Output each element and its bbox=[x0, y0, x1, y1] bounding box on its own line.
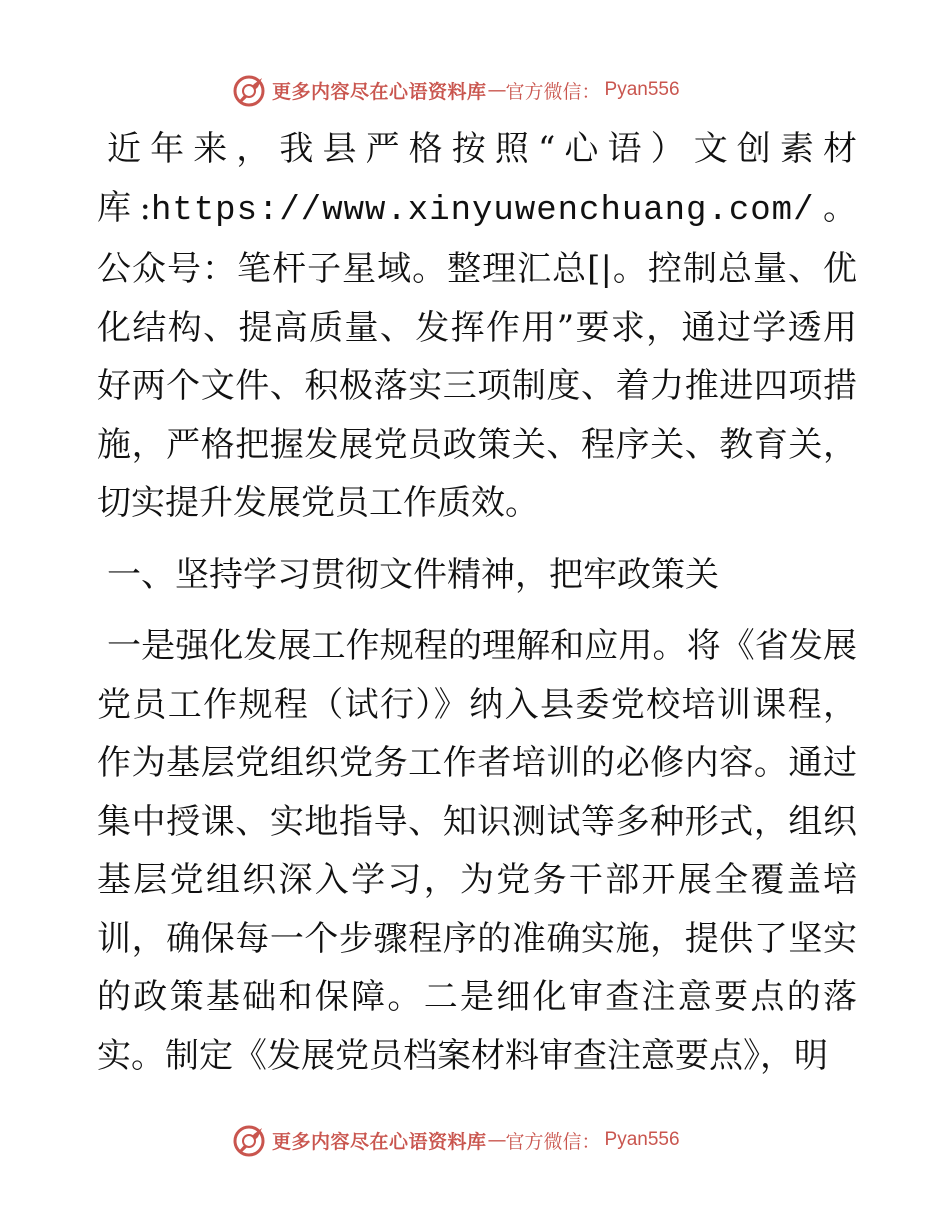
section-heading: 一、坚持学习贯彻文件精神，把牢政策关 bbox=[107, 554, 719, 595]
header-banner bbox=[232, 70, 680, 110]
footer-separator: — bbox=[487, 1129, 505, 1151]
header-account: Pyan556 bbox=[604, 79, 680, 100]
footer-wechat-label: 官方微信： bbox=[505, 1130, 601, 1153]
footer-banner bbox=[232, 1120, 680, 1160]
source-url: https://www.xinyuwenchuang.com/ bbox=[150, 191, 815, 230]
intro-text-rest: 。公众号：笔杆子星域。整理汇总[|。控制总量、优化结构、提高质量、发挥作用”要求，通过学透用好两个文件、积极落实三项制度、着力推进四项措施，严格把握发展党员政策关、程序关、教育关，切实提升发展党员工作质效。 bbox=[97, 187, 857, 523]
document-body bbox=[97, 120, 857, 1085]
quill-logo-icon bbox=[232, 72, 268, 108]
intro-text-start: 近年来，我县严格按照“心语）文创素材库: bbox=[97, 129, 857, 228]
header-wechat-label: 官方微信： bbox=[505, 80, 601, 103]
paragraph-section-1: 一是强化发展工作规程的理解和应用。将《省发展党员工作规程（试行）》纳入县委党校培训课程，作为基层党组织党务工作者培训的必修内容。通过集中授课、实地指导、知识测试等多种形式，组织基层党组织深入学习，为党务干部开展全覆盖培训，确保每一个步骤程序的准确实施，提供了坚实的政策基础和保障。二是细化审查注意要点的落实。制定《发展党员档案材料审查注意要点》，明 bbox=[97, 626, 857, 1076]
paragraph-intro bbox=[97, 120, 857, 533]
header-separator: — bbox=[487, 79, 505, 101]
footer-brand-text: 更多内容尽在心语资料库 bbox=[272, 1130, 487, 1153]
footer-account: Pyan556 bbox=[604, 1129, 680, 1150]
header-brand-text: 更多内容尽在心语资料库 bbox=[272, 80, 487, 103]
quill-logo-icon bbox=[232, 1122, 268, 1158]
